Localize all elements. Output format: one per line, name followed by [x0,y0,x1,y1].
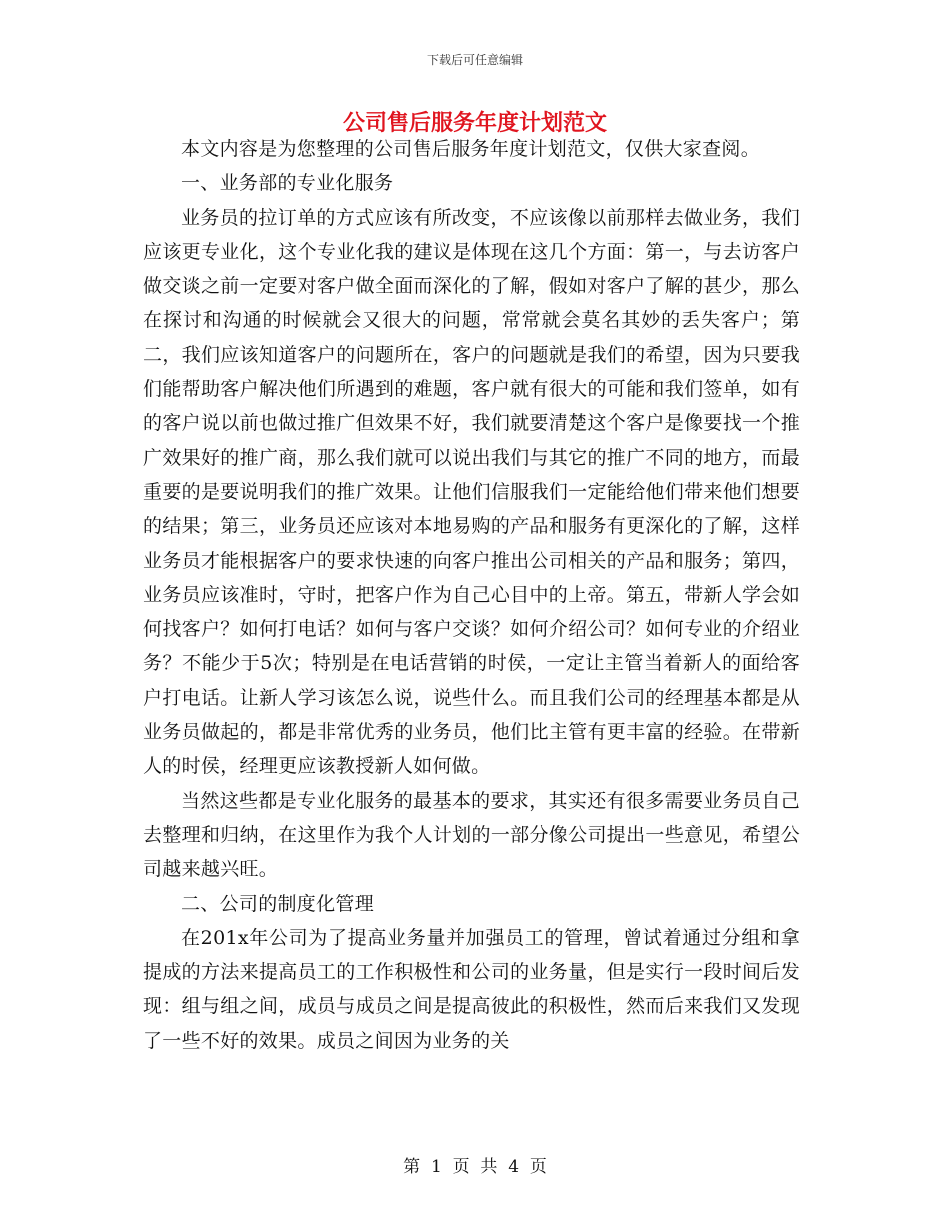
body-paragraph: 业务员的拉订单的方式应该有所改变，不应该像以前那样去做业务，我们应该更专业化，这个专业化我的建议是体现在这几个方面：第一，与去访客户做交谈之前一定要对客户做全面而深化的了解，假如对客户了解的甚少，那么在探讨和沟通的时候就会又很大的问题，常常就会莫名其妙的丢失客户；第二，我们应该知道客户的问题所在，客户的问题就是我们的希望，因为只要我们能帮助客户解决他们所遇到的难题，客户就有很大的可能和我们签单，如有的客户说以前也做过推广但效果不好，我们就要清楚这个客户是像要找一个推广效果好的推广商，那么我们就可以说出我们与其它的推广不同的地方，而最重要的是要说明我们的推广效果。让他们信服我们一定能给他们带来他们想要的结果；第三，业务员还应该对本地易购的产品和服务有更深化的了解，这样业务员才能根据客户的要求快速的向客户推出公司相关的产品和服务；第四，业务员应该准时，守时，把客户作为自己心目中的上帝。第五，带新人学会如何找客户？如何打电话？如何与客户交谈？如何介绍公司？如何专业的介绍业务？不能少于5次；特别是在电话营销的时侯，一定让主管当着新人的面给客户打电话。让新人学习该怎么说，说些什么。而且我们公司的经理基本都是从业务员做起的，都是非常优秀的业务员，他们比主管有更丰富的经验。在带新人的时侯，经理更应该教授新人如何做。 [143,206,800,778]
document-body [143,132,800,1058]
document-title: 公司售后服务年度计划范文 [342,110,607,136]
intro-paragraph: 本文内容是为您整理的公司售后服务年度计划范文，仅供大家查阅。 [181,138,761,160]
header-note: 下载后可任意编辑 [426,53,523,67]
section-heading-1: 一、业务部的专业化服务 [181,172,394,195]
body-paragraph: 当然这些都是专业化服务的最基本的要求，其实还有很多需要业务员自己去整理和归纳，在这里作为我个人计划的一部分像公司提出一些意见，希望公司越来越兴旺。 [143,789,800,881]
section-heading-2: 二、公司的制度化管理 [181,892,375,915]
body-paragraph: 在201x年公司为了提高业务量并加强员工的管理，曾试着通过分组和拿提成的方法来提高员工的工作积极性和公司的业务量，但是实行一段时间后发现：组与组之间，成员与成员之间是提高彼此的积极性，然而后来我们又发现了一些不好的效果。成员之间因为业务的关 [143,926,800,1052]
page-number-footer: 第 1 页 共 4 页 [403,1157,547,1177]
